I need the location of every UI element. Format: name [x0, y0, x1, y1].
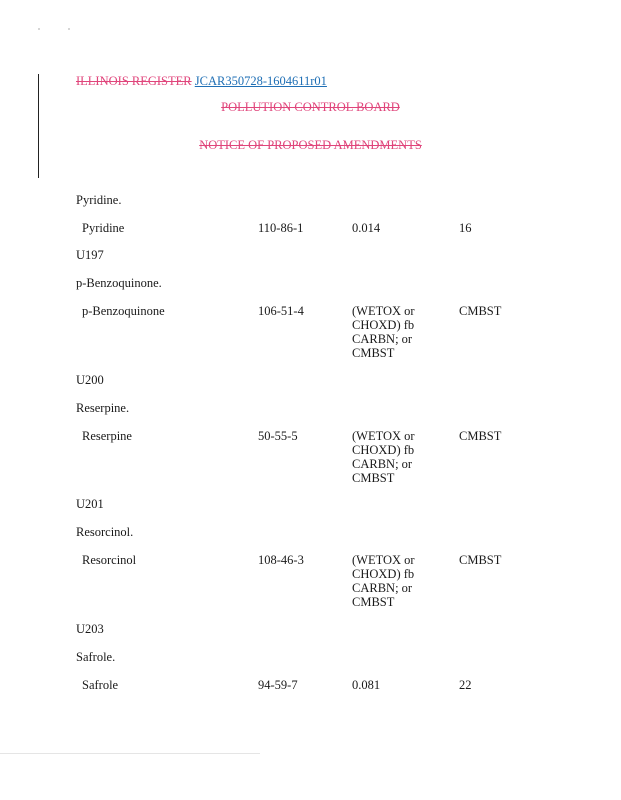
- row-std-reserpine: [352, 429, 415, 485]
- std-line: CARBN; or: [352, 581, 413, 595]
- row-name-safrole: Safrole: [82, 678, 119, 692]
- row-cas-reserpine: 50-55-5: [258, 429, 298, 443]
- scan-speck: [68, 28, 70, 30]
- entry-label-resorcinol: Resorcinol.: [76, 525, 134, 539]
- waste-code-u197: U197: [76, 248, 104, 262]
- std-line: CMBST: [352, 595, 395, 609]
- std-line: CHOXD) fb: [352, 443, 415, 457]
- waste-code-u201: U201: [76, 497, 104, 511]
- row-std2-resorcinol: CMBST: [459, 553, 502, 567]
- row-name-pyridine: Pyridine: [82, 221, 125, 235]
- std-line: CMBST: [352, 346, 395, 360]
- std-line: (WETOX or: [352, 304, 415, 318]
- row-cas-pyridine: 110-86-1: [258, 221, 304, 235]
- revision-change-bar: [38, 74, 39, 178]
- register-title-struck: ILLINOIS REGISTER: [76, 74, 192, 88]
- row-name-p-benzoquinone: p-Benzoquinone: [82, 304, 165, 318]
- row-std2-pyridine: 16: [459, 221, 472, 235]
- std-line: CMBST: [352, 471, 395, 485]
- row-cas-resorcinol: 108-46-3: [258, 553, 304, 567]
- entry-label-pyridine: Pyridine.: [76, 193, 122, 207]
- std-line: CARBN; or: [352, 457, 413, 471]
- row-name-reserpine: Reserpine: [82, 429, 132, 443]
- entry-label-reserpine: Reserpine.: [76, 401, 130, 415]
- scan-artifact-line: [0, 753, 260, 754]
- entry-label-safrole: Safrole.: [76, 650, 116, 664]
- board-title: POLLUTION CONTROL BOARD: [221, 100, 400, 114]
- waste-code-u200: U200: [76, 373, 104, 387]
- std-line: CHOXD) fb: [352, 567, 415, 581]
- row-cas-p-benzoquinone: 106-51-4: [258, 304, 304, 318]
- register-header: [76, 74, 327, 89]
- row-std-resorcinol: [352, 553, 415, 609]
- entry-label-p-benzoquinone: p-Benzoquinone.: [76, 276, 162, 290]
- row-std-p-benzoquinone: [352, 304, 415, 360]
- row-std2-reserpine: CMBST: [459, 429, 502, 443]
- row-std2-safrole: 22: [459, 678, 472, 692]
- scan-speck: [38, 28, 40, 30]
- notice-title: NOTICE OF PROPOSED AMENDMENTS: [199, 138, 422, 152]
- row-std2-p-benzoquinone: CMBST: [459, 304, 502, 318]
- std-line: (WETOX or: [352, 553, 415, 567]
- waste-code-u203: U203: [76, 622, 104, 636]
- row-std-safrole: 0.081: [352, 678, 381, 692]
- std-line: CARBN; or: [352, 332, 413, 346]
- row-name-resorcinol: Resorcinol: [82, 553, 137, 567]
- row-std-pyridine: 0.014: [352, 221, 381, 235]
- std-line: (WETOX or: [352, 429, 415, 443]
- register-id-inserted: JCAR350728-1604611r01: [194, 74, 327, 88]
- std-line: CHOXD) fb: [352, 318, 415, 332]
- row-cas-safrole: 94-59-7: [258, 678, 298, 692]
